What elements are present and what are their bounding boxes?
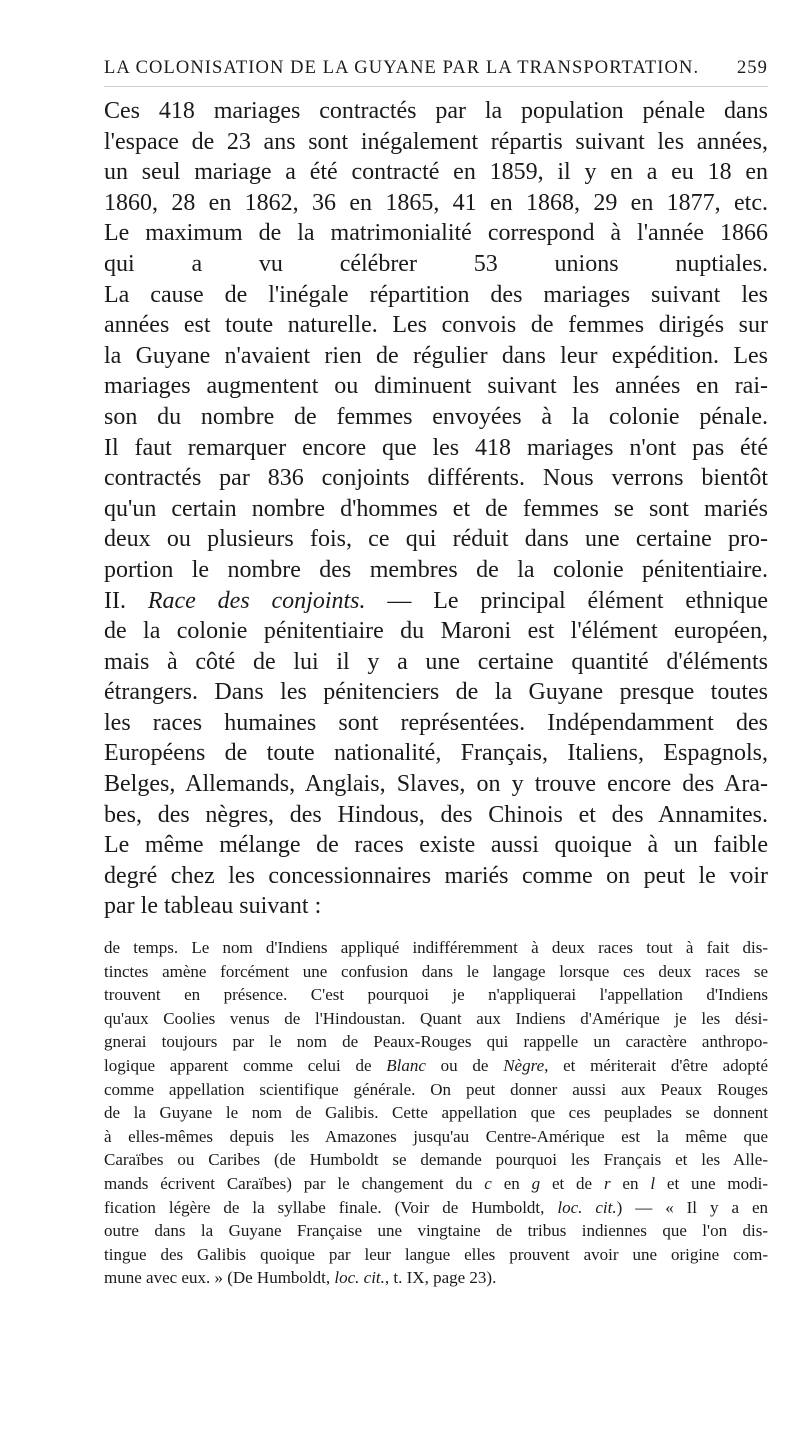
footnote-line: mands écrivent Caraïbes) par le changement du c en g et de r en l et une modi- [104,1173,768,1193]
footnote-line: qu'aux Coolies venus de l'Hindoustan. Quant aux Indiens d'Amérique je les dési- [104,1008,768,1028]
footnote-line: mune avec eux. » (De Humboldt, loc. cit., t. IX, page 23). [104,1268,497,1288]
footnote-line: logique apparent comme celui de Blanc ou de Nègre, et mériterait d'être adopté [104,1055,768,1075]
text-line: les races humaines sont représentées. Indépendamment des [104,709,768,736]
text-line: Européens de toute nationalité, Français, Italiens, Espagnols, [104,740,768,767]
text-line: Il faut remarquer encore que les 418 mariages n'ont pas été [104,434,768,461]
text-line: Le maximum de la matrimonialité correspond à l'année 1866 [104,220,768,247]
footnote-line: outre dans la Guyane Française une vingtaine de tribus indiennes que l'on dis- [104,1221,768,1241]
footnote-line: trouvent en présence. C'est pourquoi je n'appliquerai l'appellation d'Indiens [104,985,768,1005]
text-line: mariages augmentent ou diminuent suivant les années en rai- [104,373,768,400]
text-line: bes, des nègres, des Hindous, des Chinois et des Annamites. [104,801,768,828]
footnote [104,936,768,1290]
text-line: qui a vu célébrer 53 unions nuptiales. [104,250,768,277]
text-line: mais à côté de lui il y a une certaine quantité d'éléments [104,648,768,675]
text-line: degré chez les concessionnaires mariés comme on peut le voir [104,862,768,889]
running-head [104,58,768,79]
footnote-line: de temps. Le nom d'Indiens appliqué indifféremment à deux races tout à fait dis- [104,938,768,957]
text-line: années est toute naturelle. Les convois de femmes dirigés sur [104,312,768,339]
footnote-line: tingue des Galibis quoique par leur langue elles prouvent avoir une origine com- [104,1244,768,1264]
main-text [104,96,768,922]
text-line: deux ou plusieurs fois, ce qui réduit dans une certaine pro- [104,526,768,553]
footnote-line: Caraïbes ou Caribes (de Humboldt se demande pourquoi les Français et les Alle- [104,1150,768,1170]
footnote-line: à elles-mêmes depuis les Amazones jusqu'au Centre-Amérique est la même que [104,1126,768,1146]
running-title: LA COLONISATION DE LA GUYANE PAR LA TRANSPORTATION. [104,58,700,78]
footnote-line: fication légère de la syllabe finale. (Voir de Humboldt, loc. cit.) — « Il y a en [104,1197,768,1217]
page-number: 259 [736,58,768,78]
text-line: de la colonie pénitentiaire du Maroni est l'élément européen, [104,618,768,645]
text-line: Ces 418 mariages contractés par la population pénale dans [104,98,768,124]
footnote-line: de la Guyane le nom de Galibis. Cette appellation que ces peuplades se donnent [104,1103,768,1123]
text-line: son du nombre de femmes envoyées à la colonie pénale. [104,403,768,430]
text-line: la Guyane n'avaient rien de régulier dans leur expédition. Les [104,342,768,369]
footnote-line: tinctes amène forcément une confusion dans le langage lorsque ces deux races se [104,961,768,981]
text-line: La cause de l'inégale répartition des mariages suivant les [104,281,768,308]
text-line: étrangers. Dans les pénitenciers de la Guyane presque toutes [104,679,768,706]
text-line: portion le nombre des membres de la colonie pénitentiaire. [104,556,768,583]
text-line: l'espace de 23 ans sont inégalement répartis suivant les années, [104,128,768,155]
text-line: par le tableau suivant : [104,893,322,920]
text-line: 1860, 28 en 1862, 36 en 1865, 41 en 1868, 29 en 1877, etc. [104,189,768,216]
footnote-line: gnerai toujours par le nom de Peaux-Rouges qui rappelle un caractère anthropo- [104,1032,768,1052]
text-line: Belges, Allemands, Anglais, Slaves, on y trouve encore des Ara- [104,771,768,798]
text-line: un seul mariage a été contracté en 1859, il y en a eu 18 en [104,159,768,186]
header-rule [104,86,768,87]
text-line: qu'un certain nombre d'hommes et de femmes se sont mariés [104,495,768,522]
text-line: Le même mélange de races existe aussi quoique à un faible [104,832,768,859]
text-line: II. Race des conjoints. — Le principal élément ethnique [104,587,768,614]
footnote-line: comme appellation scientifique générale. On peut donner aussi aux Peaux Rouges [104,1079,768,1099]
text-line: contractés par 836 conjoints différents. Nous verrons bientôt [104,465,768,492]
